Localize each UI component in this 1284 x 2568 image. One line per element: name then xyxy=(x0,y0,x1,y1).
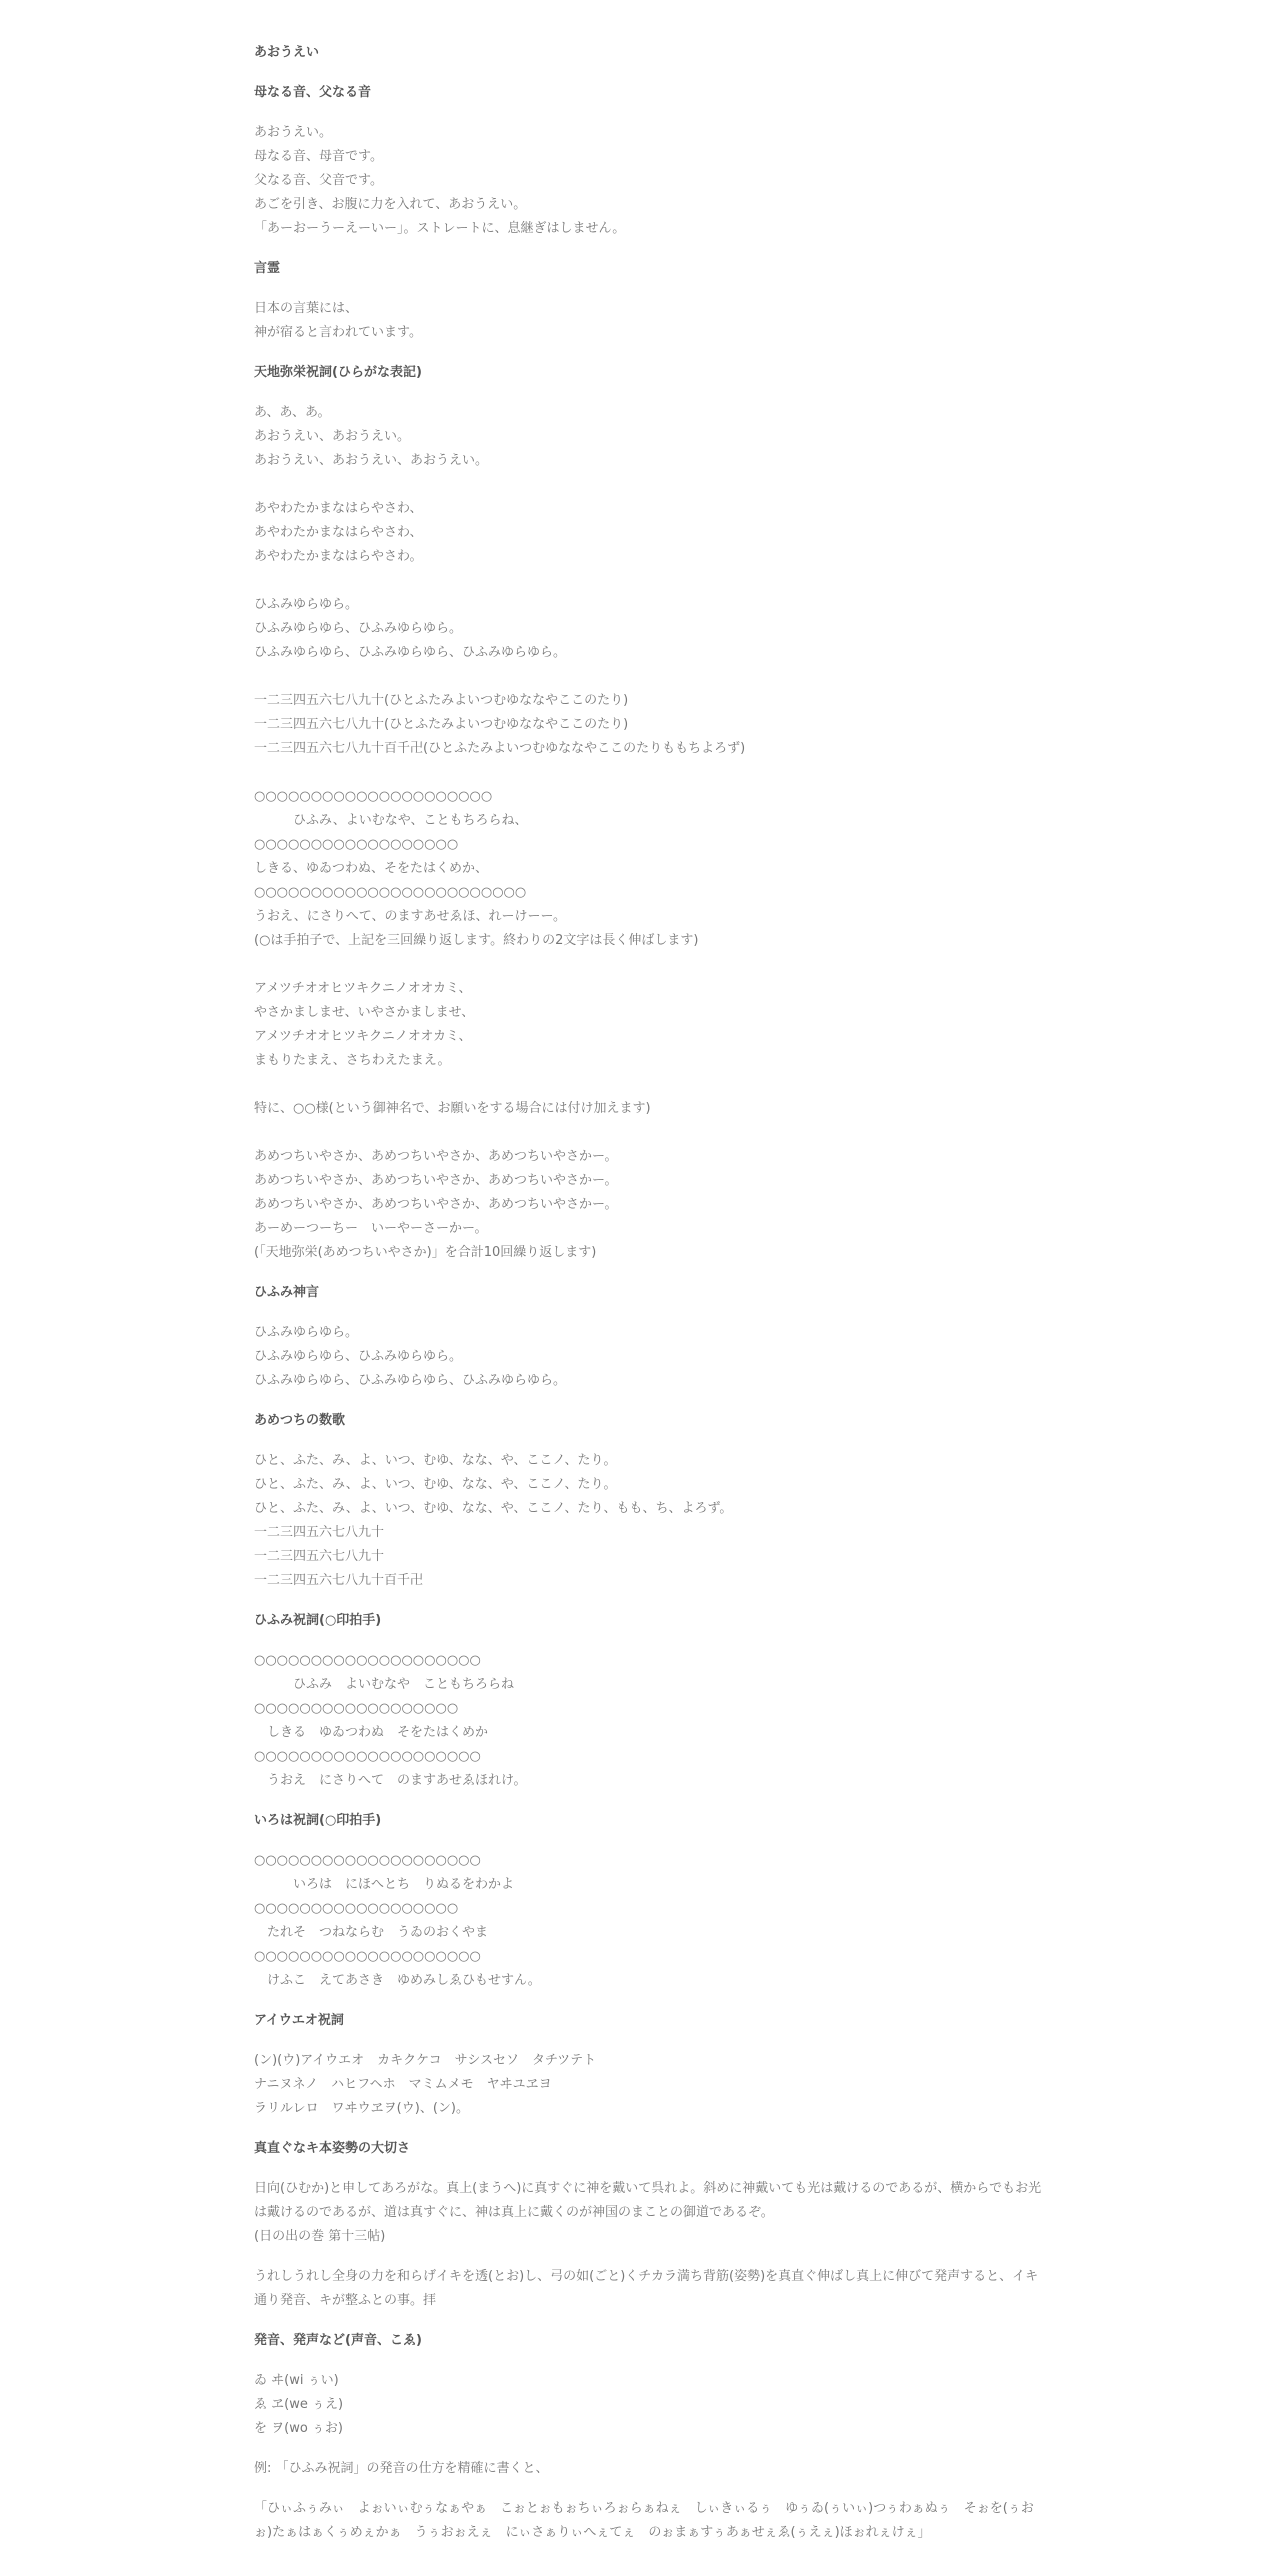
text-line: しきる、ゆゐつわぬ、そをたはくめか、 xyxy=(254,861,489,876)
text-line: 神が宿ると言われています。 xyxy=(254,325,422,340)
text-line: ひと、ふた、み、よ、いつ、むゆ、なな、や、ここノ、たり。 xyxy=(254,1477,617,1492)
page-title: あおうえい xyxy=(254,45,320,60)
text-line: 例: 「ひふみ祝詞」の発音の仕方を精確に書くと、 xyxy=(254,2461,549,2476)
text-line: 「ひぃふぅみぃ よぉいぃむぅなぁやぁ こぉとぉもぉちぃろぉらぁねぇ しぃきぃるぅ ゆぅゐ(ぅいぃ)つぅわぁぬぅ そぉを(ぅおぉ)たぁはぁくぅめぇかぁ うぅおぉえぇ にぃさぁりぃへぇてぇ のぉまぁすぅあぁせぇゑ(ぅえぇ)ほぉれぇけぇ」 xyxy=(254,2501,1034,2540)
text-line: ○○○○○○○○○○○○○○○○○○○○ xyxy=(254,1853,481,1868)
text-line: たれそ つねならむ うゐのおくやま xyxy=(254,1925,489,1940)
text-line: けふこ えてあさき ゆめみしゑひもせすん。 xyxy=(254,1973,541,1988)
section-heading: 母なる音、父なる音 xyxy=(254,85,372,100)
text-line: ゐ ヰ(wi ぅい) xyxy=(254,2373,339,2388)
text-line: ○○○○○○○○○○○○○○○○○○ xyxy=(254,1901,459,1916)
text-line: あやわたかまなはらやさわ、 xyxy=(254,501,423,516)
text-line: 一二三四五六七八九十(ひとふたみよいつむゆななやここのたり) xyxy=(254,717,629,732)
text-line: あめつちいやさか、あめつちいやさか、あめつちいやさかー。 xyxy=(254,1173,618,1188)
section xyxy=(254,1281,1044,1393)
text-line: あおうえい、あおうえい、あおうえい。 xyxy=(254,453,489,468)
text-line: ゑ ヱ(we ぅえ) xyxy=(254,2397,344,2412)
section xyxy=(254,1809,1044,1993)
section xyxy=(254,2329,1044,2545)
paragraph xyxy=(254,1449,1044,1593)
paragraph xyxy=(254,2457,1044,2481)
section-heading: 天地弥栄祝詞(ひらがな表記) xyxy=(254,365,422,380)
text-line: いろは にほへとち りぬるをわかよ xyxy=(254,1877,515,1892)
text-line: ○○○○○○○○○○○○○○○○○○○○○ xyxy=(254,789,493,804)
section-heading: 言霊 xyxy=(254,261,281,276)
text-line: やさかましませ、いやさかましませ、 xyxy=(254,1005,475,1020)
text-line: あめつちいやさか、あめつちいやさか、あめつちいやさかー。 xyxy=(254,1197,618,1212)
text-line: を ヲ(wo ぅお) xyxy=(254,2421,343,2436)
text-line: 一二三四五六七八九十百千卍 xyxy=(254,1573,424,1588)
section-heading: ひふみ祝詞(○印拍手) xyxy=(254,1613,382,1628)
text-line: ひふみゆらゆら、ひふみゆらゆら、ひふみゆらゆら。 xyxy=(254,1373,567,1388)
text-line: (「天地弥栄(あめつちいやさか)」を合計10回繰り返します) xyxy=(254,1245,597,1260)
text-line: あごを引き、お腹に力を入れて、あおうえい。 xyxy=(254,197,527,212)
text-line: 特に、○○様(という御神名で、お願いをする場合には付け加えます) xyxy=(254,1101,651,1116)
section-heading: アイウエオ祝詞 xyxy=(254,2013,344,2028)
text-line: ○○○○○○○○○○○○○○○○○○○○○○○○ xyxy=(254,885,527,900)
section-heading: 真直ぐなキ本姿勢の大切さ xyxy=(254,2141,411,2156)
text-line: 日向(ひむか)と申してあろがな。真上(まうへ)に真すぐに神を戴いて呉れよ。斜めに神戴いても光は戴けるのであるが、横からでもお光は戴けるのであるが、道は真すぐに、神は真上に戴くのが神国のまことの御道であるぞ。 xyxy=(254,2181,1042,2220)
text-line xyxy=(254,1073,1044,1097)
section-heading: ひふみ神言 xyxy=(254,1285,320,1300)
text-line xyxy=(254,569,1044,593)
text-line: あーめーつーちー いーやーさーかー。 xyxy=(254,1221,488,1236)
text-line: 日本の言葉には、 xyxy=(254,301,359,316)
paragraph xyxy=(254,2497,1044,2545)
text-line: ひと、ふた、み、よ、いつ、むゆ、なな、や、ここノ、たり。 xyxy=(254,1453,617,1468)
paragraph xyxy=(254,2049,1044,2121)
text-line: 一二三四五六七八九十 xyxy=(254,1525,385,1540)
text-line: あやわたかまなはらやさわ。 xyxy=(254,549,423,564)
text-line: あやわたかまなはらやさわ、 xyxy=(254,525,423,540)
section xyxy=(254,1409,1044,1593)
sections-container xyxy=(254,81,1044,2545)
text-line: ○○○○○○○○○○○○○○○○○○○○ xyxy=(254,1653,481,1668)
paragraph xyxy=(254,1649,1044,1793)
text-line: うれしうれし全身の力を和らげイキを透(とお)し、弓の如(ごと)くチカラ満ち背筋(姿勢)を真直ぐ伸ばし真上に伸びて発声すると、イキ通り発音、キが整ふとの事。拝 xyxy=(254,2269,1039,2308)
text-line: 一二三四五六七八九十(ひとふたみよいつむゆななやここのたり) xyxy=(254,693,629,708)
paragraph xyxy=(254,401,1044,1265)
document xyxy=(254,0,1044,2545)
paragraph xyxy=(254,2177,1044,2249)
text-line: ○○○○○○○○○○○○○○○○○○ xyxy=(254,837,459,852)
section-heading: あめつちの数歌 xyxy=(254,1413,346,1428)
text-line: ひふみゆらゆら。 xyxy=(254,597,359,612)
text-line xyxy=(254,761,1044,785)
section xyxy=(254,2137,1044,2313)
text-line: (日の出の巻 第十三帖) xyxy=(254,2229,386,2244)
text-line: あ、あ、あ。 xyxy=(254,405,331,420)
text-line xyxy=(254,953,1044,977)
text-line: 一二三四五六七八九十百千卍(ひとふたみよいつむゆななやここのたりももちよろず) xyxy=(254,741,746,756)
paragraph xyxy=(254,2369,1044,2441)
text-line: 母なる音、母音です。 xyxy=(254,149,383,164)
text-line: アメツチオオヒツキクニノオオカミ、 xyxy=(254,1029,472,1044)
text-line: ナニヌネノ ハヒフヘホ マミムメモ ヤヰユヱヨ xyxy=(254,2077,552,2092)
section xyxy=(254,1609,1044,1793)
paragraph xyxy=(254,1321,1044,1393)
section xyxy=(254,361,1044,1265)
section-heading: 発音、発声など(声音、こゑ) xyxy=(254,2333,422,2348)
section xyxy=(254,81,1044,241)
text-line: うおえ にさりへて のますあせゑほれけ。 xyxy=(254,1773,527,1788)
text-line: うおえ、にさりへて、のますあせゑほ、れーけーー。 xyxy=(254,909,567,924)
text-line: 父なる音、父音です。 xyxy=(254,173,383,188)
text-line: ラリルレロ ワヰウヱヲ(ウ)、(ン)。 xyxy=(254,2101,469,2116)
text-line: ひふみゆらゆら、ひふみゆらゆら。 xyxy=(254,621,463,636)
text-line: ひふみゆらゆら、ひふみゆらゆら、ひふみゆらゆら。 xyxy=(254,645,567,660)
section-heading: いろは祝詞(○印拍手) xyxy=(254,1813,382,1828)
text-line: まもりたまえ、さちわえたまえ。 xyxy=(254,1053,451,1068)
section xyxy=(254,2009,1044,2121)
text-line: (○は手拍子で、上記を三回繰り返します。終わりの2文字は長く伸ばします) xyxy=(254,933,699,948)
text-line xyxy=(254,473,1044,497)
text-line: ○○○○○○○○○○○○○○○○○○ xyxy=(254,1701,459,1716)
text-line: (ン)(ウ)アイウエオ カキクケコ サシスセソ タチツテト xyxy=(254,2053,597,2068)
text-line: ひふみ、よいむなや、こともちろらね、 xyxy=(254,813,528,828)
text-line: あおうえい、あおうえい。 xyxy=(254,429,411,444)
paragraph xyxy=(254,1849,1044,1993)
text-line: 「あーおーうーえーいー」。ストレートに、息継ぎはしません。 xyxy=(254,221,626,236)
text-line: ひと、ふた、み、よ、いつ、むゆ、なな、や、ここノ、たり、もも、ち、よろず。 xyxy=(254,1501,733,1516)
text-line: しきる ゆゐつわぬ そをたはくめか xyxy=(254,1725,489,1740)
paragraph xyxy=(254,297,1044,345)
text-line: ○○○○○○○○○○○○○○○○○○○○ xyxy=(254,1749,481,1764)
paragraph xyxy=(254,2265,1044,2313)
text-line xyxy=(254,665,1044,689)
text-line: あおうえい。 xyxy=(254,125,333,140)
text-line: ひふみ よいむなや こともちろらね xyxy=(254,1677,515,1692)
text-line: ひふみゆらゆら、ひふみゆらゆら。 xyxy=(254,1349,463,1364)
section xyxy=(254,257,1044,345)
text-line: アメツチオオヒツキクニノオオカミ、 xyxy=(254,981,472,996)
text-line: ○○○○○○○○○○○○○○○○○○○○ xyxy=(254,1949,481,1964)
text-line: 一二三四五六七八九十 xyxy=(254,1549,385,1564)
paragraph xyxy=(254,121,1044,241)
text-line: あめつちいやさか、あめつちいやさか、あめつちいやさかー。 xyxy=(254,1149,618,1164)
text-line: ひふみゆらゆら。 xyxy=(254,1325,359,1340)
text-line xyxy=(254,1121,1044,1145)
